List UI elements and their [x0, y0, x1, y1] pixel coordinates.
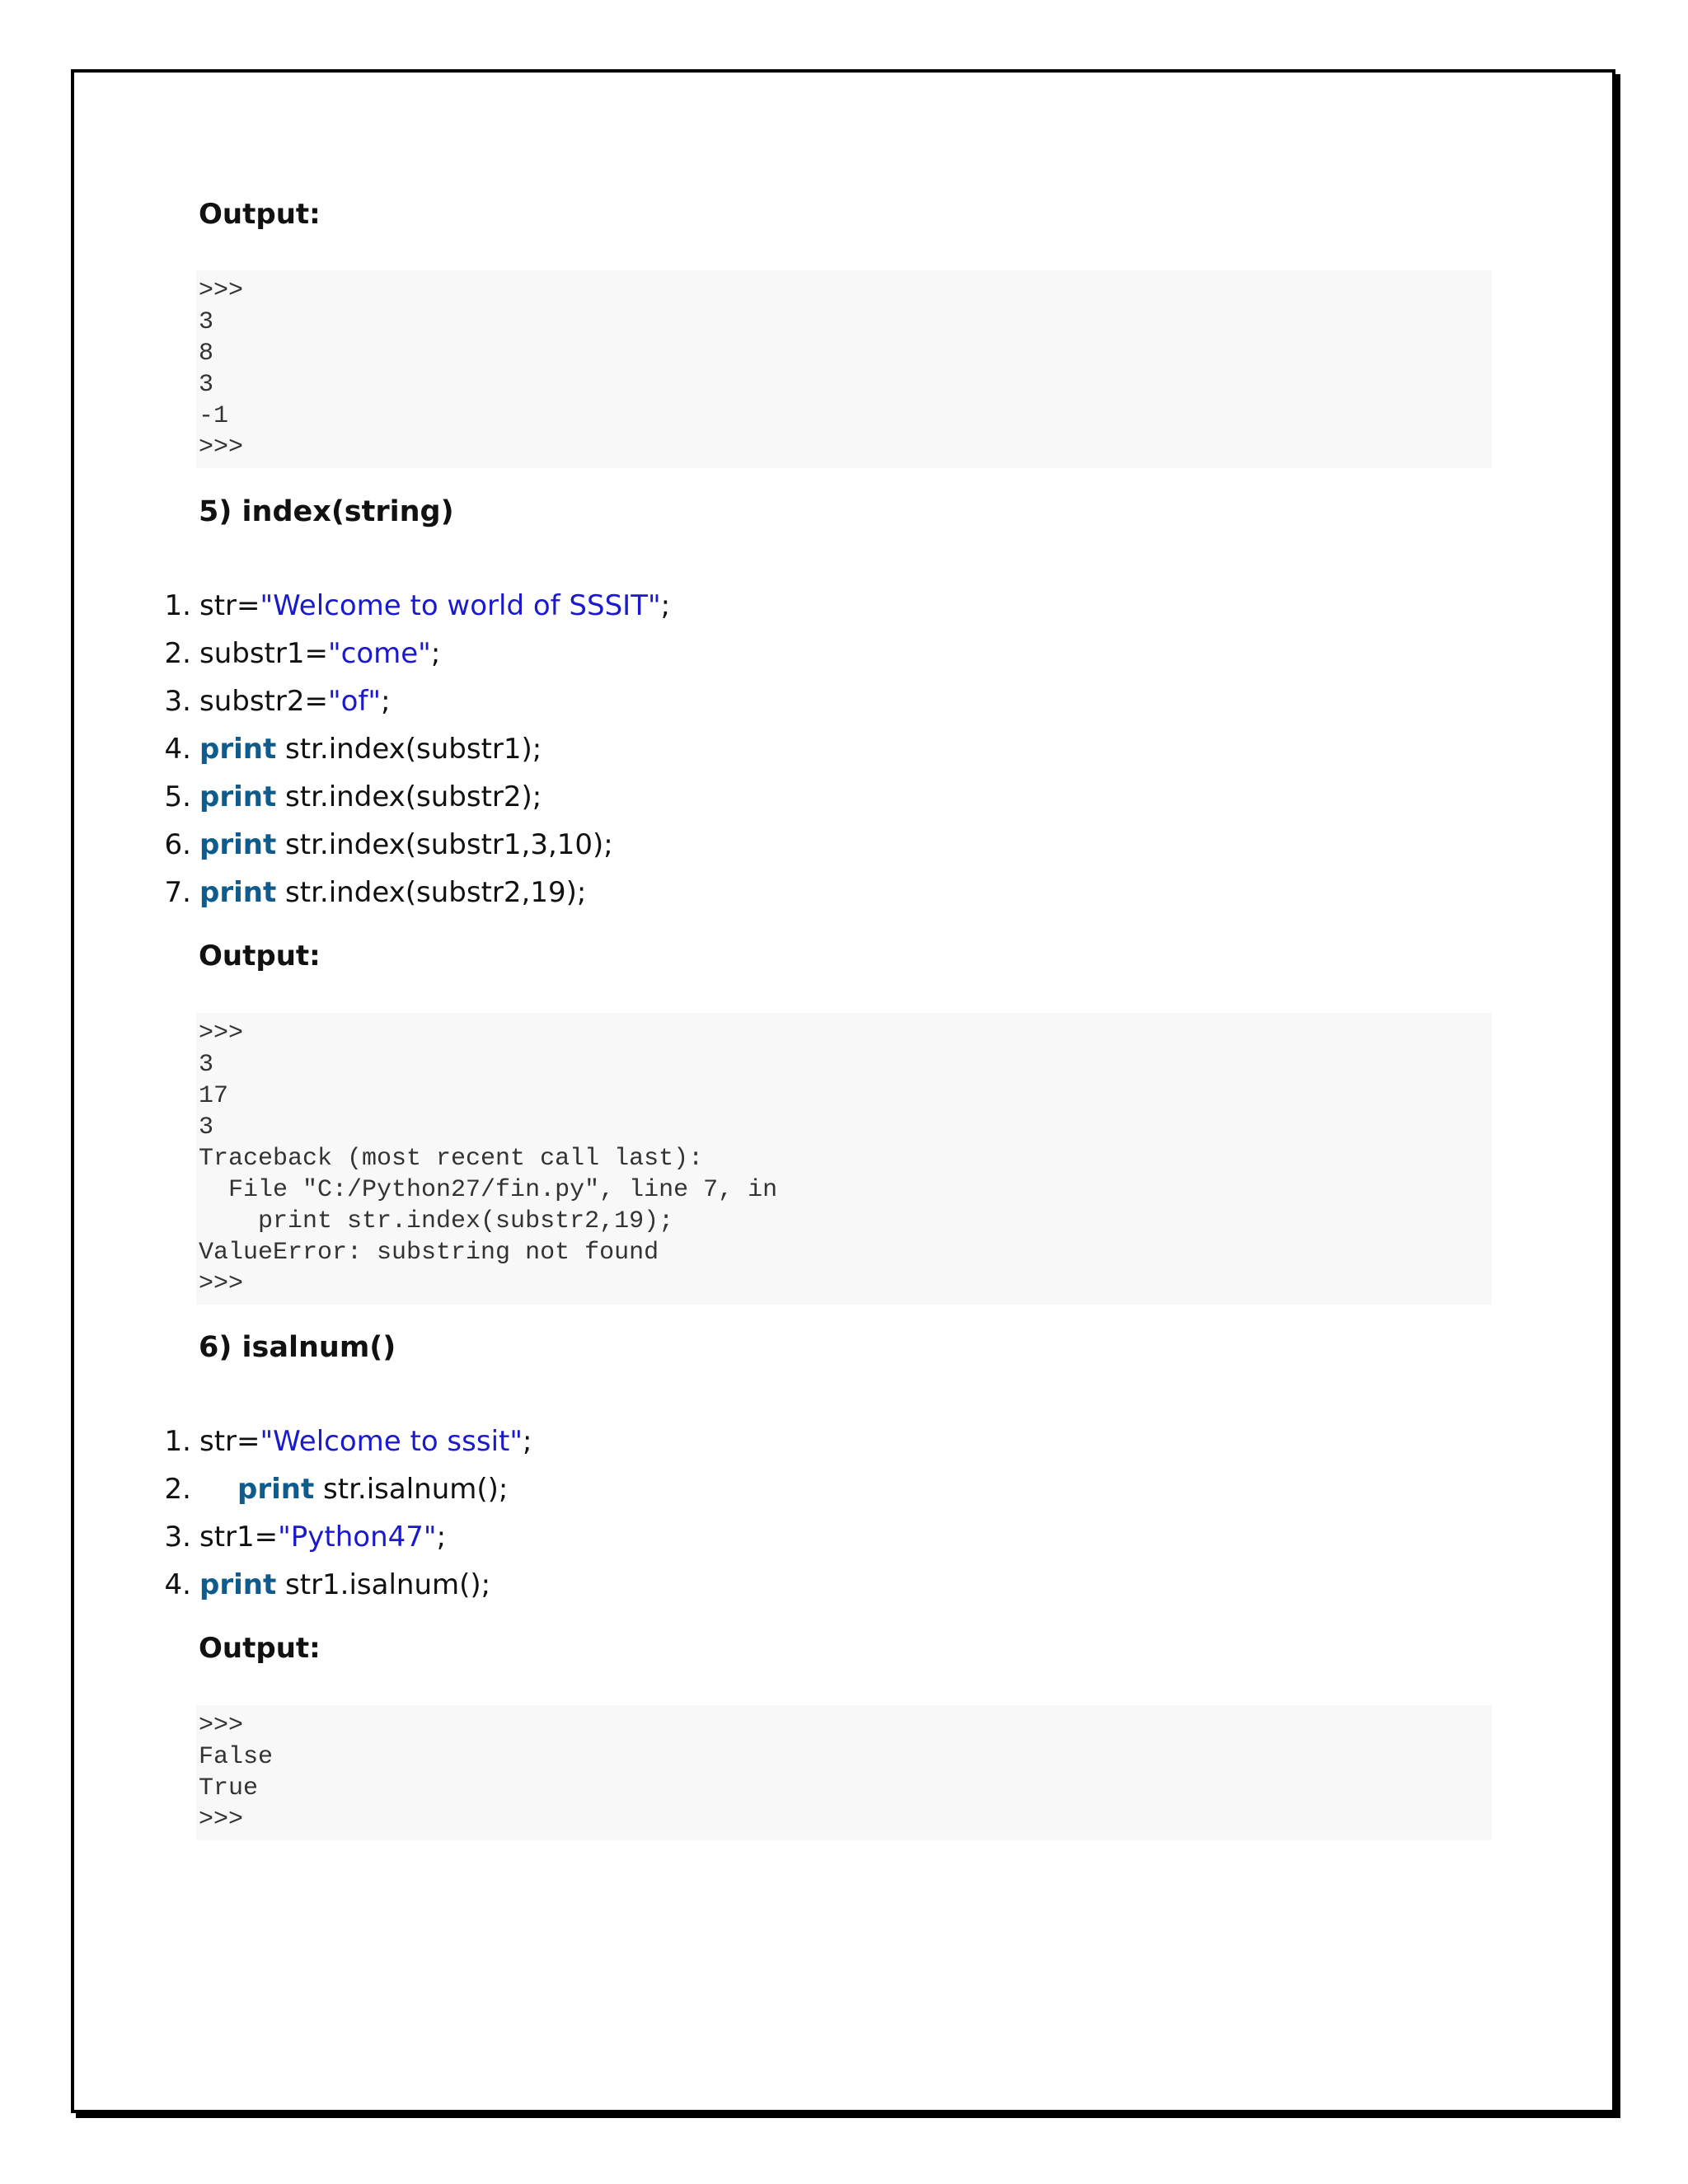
output-line: -1 [199, 402, 229, 430]
code-line [129, 773, 670, 821]
code-fragment: str= [199, 589, 260, 622]
code-fragment: ; [522, 1425, 532, 1458]
string-literal: "Python47" [278, 1521, 437, 1554]
string-literal: "come" [328, 637, 431, 670]
keyword: print [199, 780, 277, 813]
keyword: print [199, 733, 277, 766]
output-line: False [199, 1743, 274, 1771]
code-line [129, 725, 670, 773]
output-line: Traceback (most recent call last): [199, 1145, 704, 1173]
output-line: >>> [199, 1712, 244, 1740]
output-line: 3 [199, 371, 214, 399]
line-number: 1. [164, 1425, 191, 1458]
code-line [129, 582, 670, 630]
code-fragment: str= [199, 1425, 260, 1458]
code-text [199, 733, 542, 766]
code-fragment: substr2= [199, 685, 328, 718]
line-number: 3. [164, 685, 191, 718]
section-5-code [129, 582, 670, 916]
code-fragment: substr1= [199, 637, 328, 670]
output-line: print str.index(substr2,19); [199, 1207, 674, 1235]
code-line [129, 1561, 532, 1609]
code-text [199, 1521, 446, 1554]
code-line [129, 1418, 532, 1465]
code-text [199, 1425, 532, 1458]
code-text [199, 637, 440, 670]
code-fragment: ; [660, 589, 671, 622]
output-line: 8 [199, 340, 214, 368]
keyword: print [199, 876, 277, 909]
code-fragment: str.isalnum(); [314, 1473, 509, 1506]
output-label-2: Output: [199, 940, 321, 972]
output-line: >>> [199, 1019, 244, 1047]
output-line: >>> [199, 434, 244, 462]
section-6-title: 6) isalnum() [199, 1331, 396, 1364]
code-fragment: str.index(substr2); [276, 780, 542, 813]
output-line: >>> [199, 1270, 244, 1298]
keyword: print [237, 1473, 315, 1506]
code-text [199, 1473, 508, 1506]
line-number: 4. [164, 733, 191, 766]
code-fragment: ; [436, 1521, 447, 1554]
line-number: 7. [164, 876, 191, 909]
code-line [129, 1513, 532, 1561]
code-fragment: ; [381, 685, 391, 718]
code-text [199, 876, 586, 909]
string-literal: "Welcome to sssit" [260, 1425, 523, 1458]
keyword: print [199, 828, 277, 861]
code-text [199, 589, 670, 622]
line-number: 6. [164, 828, 191, 861]
output-label-1: Output: [199, 198, 321, 231]
code-line [129, 630, 670, 677]
output-line: 3 [199, 308, 214, 336]
output-line: >>> [199, 1806, 244, 1834]
code-fragment: ; [430, 637, 441, 670]
output-line: ValueError: substring not found [199, 1239, 659, 1267]
output-label-3: Output: [199, 1632, 321, 1665]
code-line [129, 869, 670, 916]
output-line: File "C:/Python27/fin.py", line 7, in [199, 1176, 778, 1204]
code-line [129, 821, 670, 869]
output-line: 3 [199, 1051, 214, 1079]
keyword: print [199, 1568, 277, 1601]
line-number: 4. [164, 1568, 191, 1601]
code-text [199, 1568, 490, 1601]
output-line: True [199, 1774, 259, 1802]
code-text [199, 685, 391, 718]
output-block-3 [196, 1705, 1492, 1840]
line-number: 2. [164, 637, 191, 670]
code-fragment: str1.isalnum(); [276, 1568, 491, 1601]
string-literal: "Welcome to world of SSSIT" [260, 589, 661, 622]
code-fragment: str.index(substr2,19); [276, 876, 587, 909]
output-line: >>> [199, 277, 244, 305]
line-number: 2. [164, 1473, 191, 1506]
code-line [129, 1465, 532, 1513]
section-6-code [129, 1418, 532, 1609]
line-number: 5. [164, 780, 191, 813]
code-fragment: str.index(substr1); [276, 733, 542, 766]
code-fragment: str1= [199, 1521, 279, 1554]
output-block-1 [196, 270, 1492, 468]
code-fragment: str.index(substr1,3,10); [276, 828, 613, 861]
code-line [129, 677, 670, 725]
output-line: 3 [199, 1113, 214, 1141]
output-block-2 [196, 1013, 1492, 1305]
line-number: 1. [164, 589, 191, 622]
output-line: 17 [199, 1082, 229, 1110]
string-literal: "of" [328, 685, 382, 718]
section-5-title: 5) index(string) [199, 495, 454, 528]
line-number: 3. [164, 1521, 191, 1554]
code-text [199, 828, 613, 861]
code-text [199, 780, 542, 813]
